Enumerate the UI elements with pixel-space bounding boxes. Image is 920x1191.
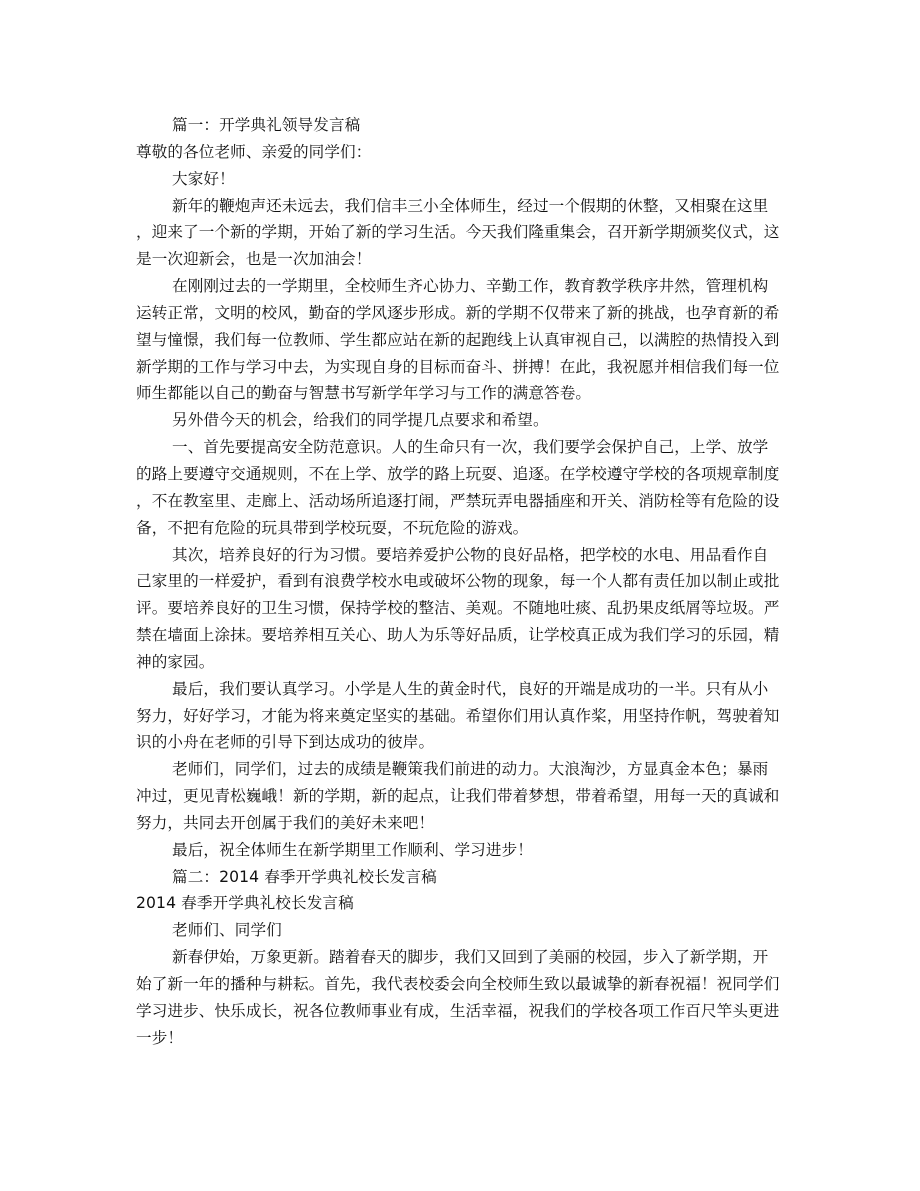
text-line: 冲过，更见青松巍峨！新的学期，新的起点，让我们带着梦想，带着希望，用每一天的真诚和 (136, 787, 780, 806)
text-line: 一、首先要提高安全防范意识。人的生命只有一次，我们要学会保护自己，上学、放学 (172, 438, 769, 457)
text-line: ，不在教室里、走廊上、活动场所追逐打闹，严禁玩弄电器插座和开关、消防栓等有危险的设 (136, 491, 780, 510)
text-line: 新学期的工作与学习中去，为实现自身的目标而奋斗、拼搏！在此，我祝愿并相信我们每一位 (136, 357, 780, 376)
text-line: 篇一：开学典礼领导发言稿 (172, 116, 361, 134)
text-line: 老师们、同学们 (172, 921, 282, 940)
text-line: 己家里的一样爱护，看到有浪费学校水电或破坏公物的现象，每一个人都有责任加以制止或批 (136, 572, 780, 591)
text-line: 尊敬的各位老师、亲爱的同学们： (136, 142, 372, 161)
text-line: 学习进步、快乐成长，祝各位教师事业有成，生活幸福，祝我们的学校各项工作百尺竿头更进 (136, 1001, 780, 1020)
text-line: 一步！ (136, 1028, 184, 1047)
text-line: 最后，祝全体师生在新学期里工作顺利、学习进步！ (172, 840, 533, 859)
text-line: 望与憧憬，我们每一位教师、学生都应站在新的起跑线上认真审视自己，以满腔的热情投入到 (136, 330, 780, 349)
text-line: 老师们，同学们，过去的成绩是鞭策我们前进的动力。大浪淘沙，方显真金本色；暴雨 (172, 760, 769, 779)
text-line: 努力，好好学习，才能为将来奠定坚实的基础。希望你们用认真作桨，用坚持作帆，驾驶着知 (136, 706, 780, 725)
text-line: 评。要培养良好的卫生习惯，保持学校的整洁、美观。不随地吐痰、乱扔果皮纸屑等垃圾。严 (136, 599, 780, 618)
text-line: 大家好！ (172, 169, 235, 188)
text-line: 另外借今天的机会，给我们的同学提几点要求和希望。 (172, 411, 549, 430)
text-line: 师生都能以自己的勤奋与智慧书写新学年学习与工作的满意答卷。 (136, 384, 592, 403)
text-line: 始了新一年的播种与耕耘。首先，我代表校委会向全校师生致以最诚挚的新春祝福！祝同学们 (136, 975, 780, 993)
document-body (136, 112, 784, 1052)
text-line: 篇二：2014 春季开学典礼校长发言稿 (172, 867, 437, 886)
text-line: 最后，我们要认真学习。小学是人生的黄金时代，良好的开端是成功的一半。只有从小 (172, 679, 769, 698)
text-line: ，迎来了一个新的学期，开始了新的学习生活。今天我们隆重集会，召开新学期颁奖仪式，这 (136, 223, 780, 242)
text-line: 其次，培养良好的行为习惯。要培养爱护公物的良好品格，把学校的水电、用品看作自 (172, 545, 769, 564)
text-line: 神的家园。 (136, 652, 215, 671)
text-line: 禁在墙面上涂抹。要培养相互关心、助人为乐等好品质，让学校真正成为我们学习的乐园，精 (136, 626, 780, 645)
text-line: 新春伊始，万象更新。踏着春天的脚步，我们又回到了美丽的校园，步入了新学期，开 (172, 948, 769, 967)
text-line: 是一次迎新会，也是一次加油会！ (136, 250, 372, 269)
text-line: 运转正常，文明的校风，勤奋的学风逐步形成。新的学期不仅带来了新的挑战，也孕育新的希 (136, 303, 780, 322)
text-line: 努力，共同去开创属于我们的美好未来吧！ (136, 813, 435, 832)
text-line: 备，不把有危险的玩具带到学校玩耍，不玩危险的游戏。 (136, 518, 529, 537)
text-line: 新年的鞭炮声还未远去，我们信丰三小全体师生，经过一个假期的休整，又相聚在这里 (172, 196, 769, 215)
text-line: 的路上要遵守交通规则，不在上学、放学的路上玩耍、追逐。在学校遵守学校的各项规章制度 (136, 464, 780, 483)
text-line: 识的小舟在老师的引导下到达成功的彼岸。 (136, 733, 435, 752)
text-line: 2014 春季开学典礼校长发言稿 (136, 894, 354, 913)
text-line: 在刚刚过去的一学期里，全校师生齐心协力、辛勤工作，教育教学秩序井然，管理机构 (172, 277, 769, 296)
